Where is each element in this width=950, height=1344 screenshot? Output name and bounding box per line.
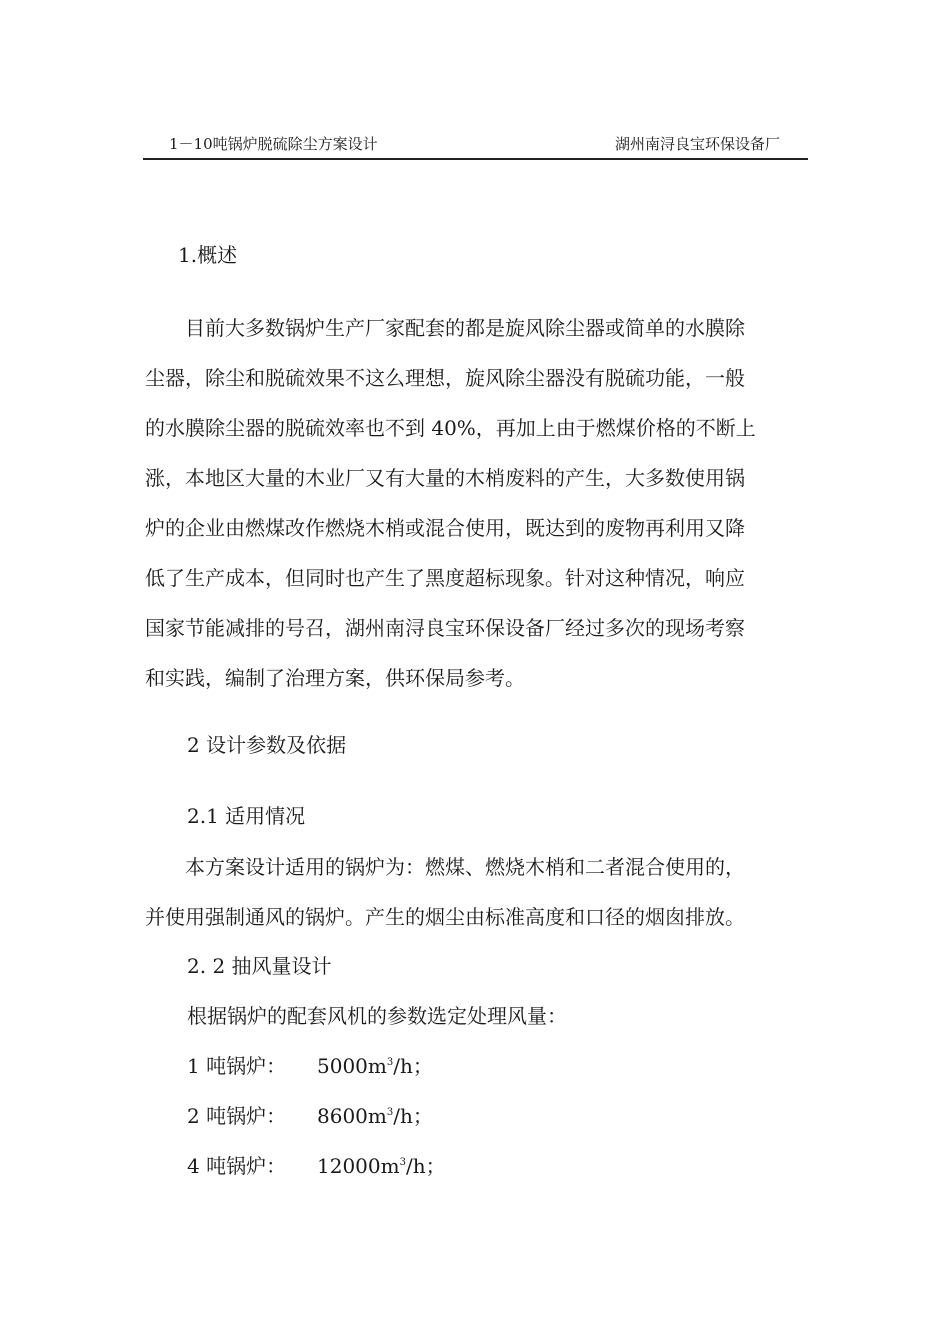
spec-label: 2 吨锅炉： [187,1104,287,1128]
spec-row-1-ton [187,1041,433,1091]
header-divider [143,158,808,160]
spec-exponent: 3 [399,1157,406,1168]
section-2-1-paragraph [145,842,810,942]
spec-label: 1 吨锅炉： [187,1054,287,1078]
section-2-2-intro: 根据锅炉的配套风机的参数选定处理风量： [187,1004,567,1028]
spec-value: 12000m [317,1154,400,1178]
section-2-heading: 2 设计参数及依据 [187,733,347,757]
header-document-title: 1－10吨锅炉脱硫除尘方案设计 [169,135,378,153]
section-2-2-heading: 2. 2 抽风量设计 [187,954,332,978]
paragraph-line: 涨，本地区大量的木业厂又有大量的木梢废料的产生，大多数使用锅 [145,466,745,490]
paragraph-line: 并使用强制通风的锅炉。产生的烟尘由标准高度和口径的烟囱排放。 [145,905,745,929]
section-2-1-heading: 2.1 适用情况 [187,804,306,828]
spec-value: 8600m [317,1104,387,1128]
spec-unit: /h； [393,1054,433,1078]
spec-value: 5000m [317,1054,387,1078]
paragraph-line: 和实践，编制了治理方案，供环保局参考。 [145,666,525,690]
spec-exponent: 3 [386,1107,394,1118]
spec-row-4-ton [187,1141,446,1191]
spec-unit: /h； [405,1154,446,1178]
paragraph-line: 国家节能减排的号召，湖州南浔良宝环保设备厂经过多次的现场考察 [145,616,745,640]
paragraph-line: 本方案设计适用的锅炉为：燃煤、燃烧木梢和二者混合使用的， [185,855,745,879]
spec-label: 4 吨锅炉： [187,1154,287,1178]
section-1-paragraph [145,303,810,703]
paragraph-line: 炉的企业由燃煤改作燃烧木梢或混合使用，既达到的废物再利用又降 [145,516,745,540]
paragraph-line: 的水膜除尘器的脱硫效率也不到 40%，再加上由于燃煤价格的不断上 [145,416,756,440]
paragraph-line: 低了生产成本，但同时也产生了黑度超标现象。针对这种情况，响应 [145,566,745,590]
spec-exponent: 3 [386,1057,394,1068]
paragraph-line: 尘器，除尘和脱硫效果不这么理想，旋风除尘器没有脱硫功能，一般 [145,366,745,390]
page-header [143,133,808,157]
spec-unit: /h； [393,1104,433,1128]
header-company-name: 湖州南浔良宝环保设备厂 [614,135,780,153]
section-1-heading: 1.概述 [178,243,238,267]
spec-row-2-ton [187,1091,433,1141]
paragraph-line: 目前大多数锅炉生产厂家配套的都是旋风除尘器或简单的水膜除 [185,316,745,340]
